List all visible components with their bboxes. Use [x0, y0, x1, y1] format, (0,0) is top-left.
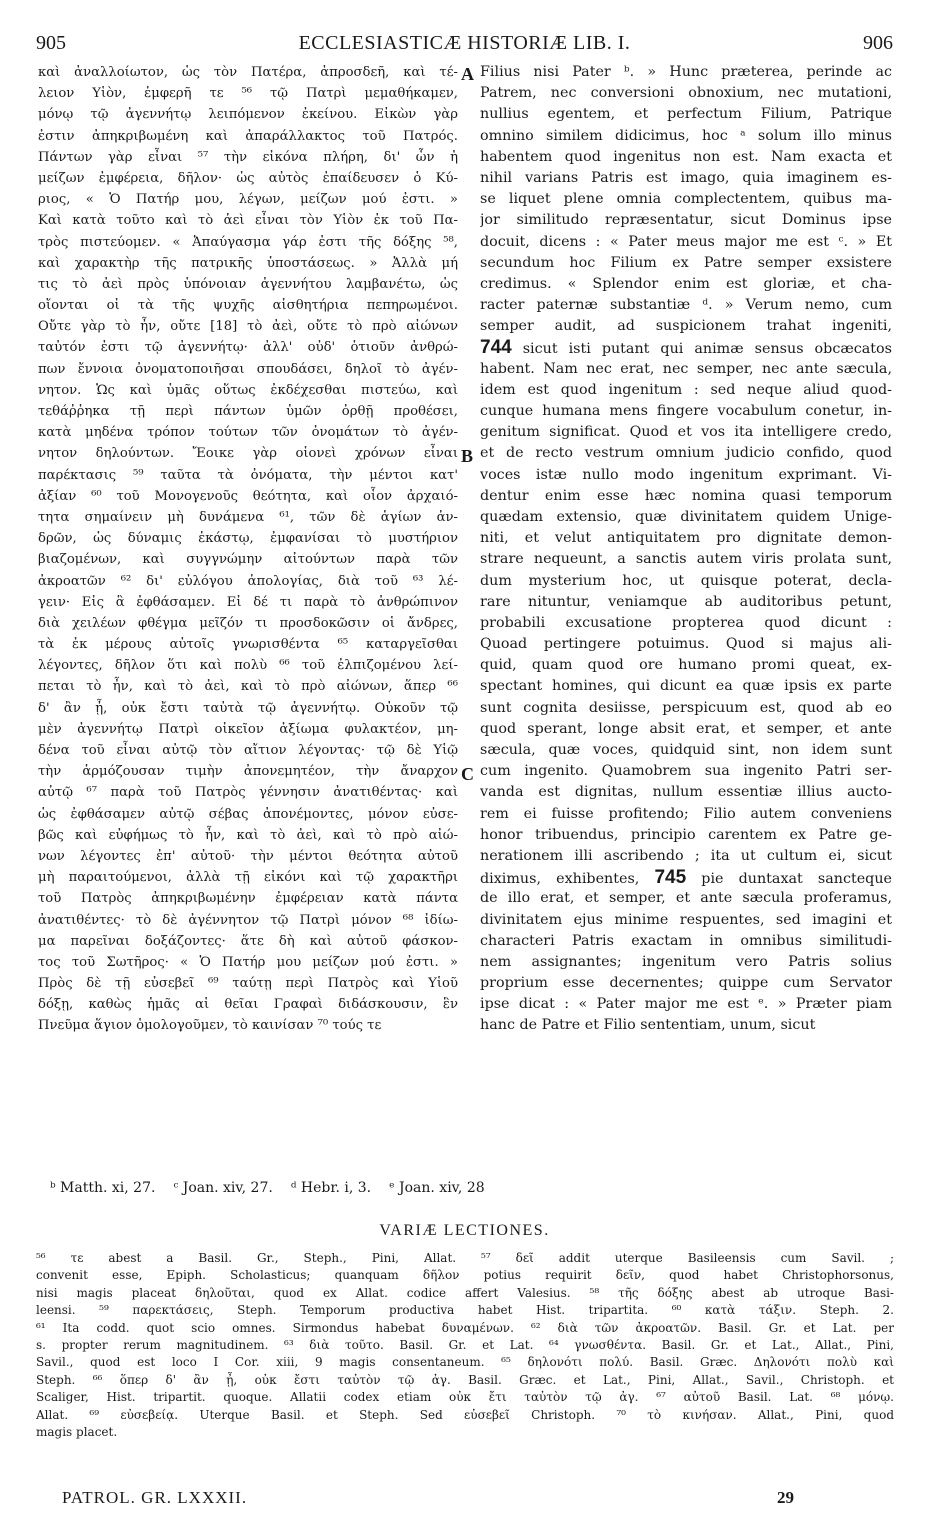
greek-text-line: μα παρεῖναι δοξάζοντες· ἅτε δὴ καὶ αὐτοῦ φάσκον- — [38, 933, 458, 949]
greek-text-line: οἴονται οἱ τὰ τῆς ψυχῆς αἰσθητήρια πεπηρωμένοι. — [38, 298, 458, 314]
variae-note-line: Savil., quod est loco I Cor. xiii, 9 magis consentaneum. ⁶⁵ δηλονότι πολύ. Basil. Græc. Δηλονότι πολὺ καὶ — [36, 1355, 894, 1370]
latin-text-line: spectant homines, qui dicunt ea quæ ipsis ex parte — [480, 678, 892, 695]
greek-text-line: πων ἔννοια ὀνοματοποιῆσαι σπουδάσει, δηλοῖ τὸ ἀγέν- — [38, 361, 458, 377]
latin-text-line: habentem quod ingenitus non est. Nam exacta et — [480, 148, 892, 165]
variae-note-line: leensi. ⁵⁹ παρεκτάσεις, Steph. Temporum productiva habet Hist. tripartita. ⁶⁰ κατὰ τάξιν. Steph. 2. — [36, 1303, 894, 1318]
latin-text-line: honor tribuendus, principio carentem ex Patre ge- — [480, 826, 892, 843]
latin-text-line: voces istæ nullo modo ingenitum exprimant. Vi- — [480, 466, 892, 483]
greek-text-line: τητα σημαίνειν μὴ δυνάμενα ⁶¹, τῶν δὲ ἁγίων ἀν- — [38, 509, 458, 525]
latin-text-line: cunque humana mens fingere vocabulum conetur, in- — [480, 403, 892, 419]
greek-text-line: ἀκροατῶν ⁶² δι' εὐλόγου ἀπολογίας, διὰ τοῦ ⁶³ λέ- — [38, 573, 458, 589]
margin-marker-a: A — [461, 64, 474, 84]
greek-text-line: βῶς καὶ εὐφήμως τὸ ἦν, καὶ τὸ ἀεὶ, καὶ τὸ πρὸ αἰώ- — [38, 827, 458, 843]
running-header — [36, 32, 893, 60]
greek-text-line: τὰ ἐκ μέρους αὐτοῖς γνωρισθέντα ⁶⁵ καταργεῖσθαι — [38, 637, 458, 653]
page-number-right: 906 — [863, 32, 893, 54]
variae-note-line: Steph. ⁶⁶ ὅπερ δ' ἂν ᾖ, οὐκ ἔστι ταὐτὸν τῷ ἀγ. Basil. Græc. et Lat., Pini, Allat., Savil., Christoph. et — [36, 1372, 894, 1387]
greek-text-line: αὐτῷ ⁶⁷ παρὰ τοῦ Πατρὸς γέννησιν ἀνατιθέντας· καὶ — [38, 785, 458, 801]
variae-note-line: magis placet. — [36, 1424, 118, 1439]
latin-text-line: se liquet plene omnia complectentem, quibus ma- — [480, 191, 892, 208]
greek-text-line: νητον δηλούντων. Ἔοικε γὰρ οἱονεὶ χρόνων εἶναι — [38, 446, 458, 462]
latin-text-column — [480, 62, 892, 1037]
latin-text-line: de illo erat, et semper, et ante sæcula proferamus, — [480, 890, 892, 907]
greek-text-line: κατὰ μηδένα τρόπον τούτων τῶν ὀνομάτων τὸ ἀγέν- — [38, 425, 458, 441]
latin-text-line: habent. Nam nec erat, nec semper, nec ante sæcula, — [480, 360, 892, 377]
variae-lectiones-notes — [36, 1250, 894, 1441]
latin-text-line: hanc de Patre et Filio sententiam, unum, sicut — [480, 1017, 816, 1034]
scripture-reference: ᵉ Joan. xiv, 28 — [389, 1180, 485, 1196]
greek-text-line: νων λέγοντες ἐπ' αὐτοῦ· τὴν μέντοι θεότητα αὐτοῦ — [38, 848, 458, 864]
latin-text-line: rem ei fuisse profitendo; Filio autem conveniens — [480, 805, 892, 822]
greek-text-line: τεθάῤῥηκα τῇ περὶ πάντων ὑμῶν ὀρθῇ προθέσει, — [38, 404, 458, 419]
greek-text-line: πεται τὸ ἦν, καὶ τὸ ἀεὶ, καὶ τὸ πρὸ αἰώνων, ἅπερ ⁶⁶ — [38, 679, 458, 695]
latin-text-line: Patrem, nec conversioni obnoxium, nec mutationi, — [480, 85, 892, 102]
latin-text-line: nem assignantes; ingenitum vero Patris solius — [480, 953, 892, 970]
latin-text-line: Quoad pertingere potuimus. Quod si majus ali- — [480, 636, 892, 653]
scripture-reference: ᶜ Joan. xiv, 27. — [173, 1180, 273, 1196]
greek-text-line: Πνεῦμα ἅγιον ὁμολογοῦμεν, τὸ καινίσαν ⁷⁰ τούς τε — [38, 1018, 382, 1034]
latin-text-line: nullius egentem, et perfectum Filium, Patrique — [480, 106, 892, 123]
greek-text-line: τοῦ Πατρὸς ἀπηκριβωμένην ἐμφέρειαν κατὰ πάντα — [38, 891, 458, 907]
greek-text-line: ριος, « Ὁ Πατήρ μου, λέγων, μείζων μού ἐστι. » — [38, 192, 458, 208]
greek-text-line: τὴν ἁρμόζουσαν τιμὴν ἀπονεμητέον, τὴν ἄναρχον — [38, 764, 458, 780]
latin-text-line: nihil varians Patris est imago, quia imaginem es- — [480, 169, 892, 186]
greek-text-line: δένα τοῦ εἶναι αὐτῷ τὸν αἴτιον λέγοντας· τῷ δὲ Υἱῷ — [38, 743, 458, 758]
greek-text-line: Πρὸς δὲ τῇ εὐσεβεῖ ⁶⁹ ταύτῃ περὶ Πατρὸς καὶ Υἱοῦ — [38, 976, 458, 992]
greek-text-line: ἐστιν ἀπηκριβωμένη καὶ ἀπαράλλακτος τοῦ Πατρός. — [38, 128, 458, 144]
greek-text-line: δόξῃ, καθὼς ἡμᾶς αἱ θεῖαι Γραφαὶ διδάσκουσιν, ἓν — [38, 997, 458, 1013]
latin-text-line: docuit, dicens : « Pater meus major me est ᶜ. » Et — [480, 233, 892, 250]
greek-text-line: Καὶ κατὰ τοῦτο καὶ τὸ ἀεὶ εἶναι τὸν Υἱὸν ἐκ τοῦ Πα- — [38, 213, 458, 229]
latin-text-line: quædam extensio, quæ divinitatem quidem Unige- — [480, 508, 892, 525]
greek-text-line: ἀνατιθέντες· τὸ δὲ ἀγέννητον τῷ Πατρὶ μόνον ⁶⁸ ἰδίω- — [38, 912, 458, 928]
latin-text-line: niti, et velut antiquitatem pro dignitate demon- — [480, 530, 892, 547]
greek-text-line: ἀξίαν ⁶⁰ τοῦ Μονογενοῦς θεότητα, καὶ οἷον ἀρχαιό- — [38, 488, 458, 504]
latin-text-line: cum ingenito. Quamobrem sua ingenito Patri ser- — [480, 763, 892, 780]
latin-text-line: jor similitudo repræsentatur, sicut Dominus ipse — [480, 212, 892, 229]
greek-text-line: δ' ἂν ᾖ, οὐκ ἔστι ταὐτὰ τῷ ἀγεννήτῳ. Οὐκοῦν τῷ — [38, 700, 458, 716]
greek-text-line: καὶ χαρακτὴρ τῆς πατρικῆς ὑποστάσεως. » Ἀλλὰ μή — [38, 255, 458, 271]
greek-text-line: διὰ χειλέων φθέγμα μεῖζόν τι προσδοκῶσιν οἱ ἄνδρες, — [38, 615, 458, 631]
latin-text-line: dum mysterium hoc, ut quisque poterat, decla- — [480, 572, 892, 589]
latin-text-line: divinitatem ejus minime respuentes, sed imagini et — [480, 911, 892, 928]
greek-text-line: νητον. Ὡς καὶ ὑμᾶς οὕτως ἐκδέχεσθαι πιστεύω, καὶ — [38, 382, 458, 398]
latin-text-line: characteri Patris exactam in omnibus similitudi- — [480, 932, 892, 949]
greek-text-line: τος τοῦ Σωτῆρος· « Ὁ Πατήρ μου μείζων μού ἐστι. » — [38, 954, 458, 970]
latin-text-line: 744 sicut isti putant qui animæ sensus obcæcatos — [480, 337, 892, 359]
variae-note-line: Allat. ⁶⁹ εὐσεβείᾳ. Uterque Basil. et Steph. Sed εὐσεβεῖ Christoph. ⁷⁰ τὸ κινήσαν. Allat., Pini, quod — [36, 1407, 894, 1422]
greek-text-line: ταὐτόν ἐστι τῷ ἀγεννήτῳ· ἀλλ' οὐδ' ὁτιοῦν ἀνθρώ- — [38, 340, 458, 356]
scripture-reference: ᵈ Hebr. i, 3. — [290, 1180, 372, 1196]
variae-note-line: ⁶¹ Ita codd. quot scio omnes. Sirmondus habebat δυναμένων. ⁶² διὰ τῶν ἀκροατῶν. Basil. Gr. et Lat. per — [36, 1320, 894, 1335]
greek-text-line: λειον Υἱὸν, ἐμφερῆ τε ⁵⁶ τῷ Πατρὶ μεμαθήκαμεν, — [38, 86, 458, 102]
margin-marker-c: C — [461, 764, 474, 784]
variae-note-line: s. propter rerum magnitudinem. ⁶³ διὰ τοῦτο. Basil. Gr. et Lat. ⁶⁴ γνωσθέντα. Basil. Gr. et Lat., Allat., Pini, — [36, 1337, 894, 1352]
latin-text-line: semper audit, ad suspicionem trahat ingeniti, — [480, 318, 892, 335]
latin-text-line: vanda est dignitas, nullum essentiæ illius aucto- — [480, 784, 892, 801]
greek-text-line: Οὔτε γὰρ τὸ ἦν, οὔτε [18] τὸ ἀεὶ, οὔτε τὸ πρὸ αἰώνων — [38, 319, 458, 335]
latin-text-line: nerationem illi ascribendo ; ita ut cultum ei, sicut — [480, 847, 892, 864]
running-title: ECCLESIASTICÆ HISTORIÆ LIB. I. — [298, 32, 631, 54]
variae-note-line: nisi magis placeat δηλοῦται, quod ex Allat. codice affert Valesius. ⁵⁸ τῆς δόξης abest ab utroque Basi- — [36, 1285, 894, 1300]
latin-text-line: quod sperant, longe absit erat, et semper, et ante — [480, 720, 892, 737]
latin-text-line: omnino similem didicimus, hoc ᵃ solum illo minus — [480, 127, 892, 144]
variae-note-line: ⁵⁶ τε abest a Basil. Gr., Steph., Pini, Allat. ⁵⁷ δεῖ addit uterque Basileensis cum Savil. ; — [36, 1251, 894, 1265]
greek-text-line: δρῶν, ὡς δύναμις ἑκάστῳ, ἐμφανίσαι τὸ μυστήριον — [38, 531, 458, 547]
latin-text-line: et de recto vestrum omnium judicio confido, quod — [480, 445, 892, 462]
latin-text-line: strare nequeunt, a sanctis autem viris prolata sunt, — [480, 551, 892, 568]
footer-sheet-number: 29 — [777, 1488, 794, 1507]
latin-text-line: probabili excusatione propterea quod dicunt : — [480, 614, 892, 631]
greek-text-line: Πάντων γὰρ εἶναι ⁵⁷ τὴν εἰκόνα πλήρη, δι' ὧν ἡ — [38, 149, 458, 165]
column-number: 744 — [480, 337, 512, 359]
greek-text-line: μὴ παραιτούμενοι, ἀλλὰ τῇ εἰκόνι καὶ τῷ χαρακτῆρι — [38, 870, 458, 886]
variae-lectiones-title: VARIÆ LECTIONES. — [379, 1222, 550, 1239]
latin-text-line: sæcula, quæ voces, quidquid sint, non idem sunt — [480, 742, 892, 758]
latin-text-line: genitum significat. Quod et vos ita intelligere credo, — [480, 424, 892, 441]
page-number-left: 905 — [36, 32, 66, 54]
latin-text-line: quid, quam quod ore humano promi queat, ex- — [480, 657, 892, 674]
greek-text-line: ὡς ἐφθάσαμεν αὐτῷ σέβας ἀπονέμοντες, μόνον εὐσε- — [38, 806, 458, 822]
latin-text-line: diximus, exhibentes, 745 pie duntaxat sancteque — [480, 867, 892, 889]
scripture-references — [50, 1180, 503, 1196]
greek-text-line: μείζων ἐμφέρεια, δῆλον· ὡς αὐτὸς ἐπαίδευσεν ὁ Κύ- — [38, 170, 458, 186]
latin-text-line: proprium esse decernentes; quippe cum Servator — [480, 975, 892, 992]
latin-text-line: Filius nisi Pater ᵇ. » Hunc præterea, perinde ac — [480, 64, 892, 80]
greek-text-line: παρέκτασις ⁵⁹ ταῦτα τὰ ὀνόματα, τὴν μέντοι κατ' — [38, 467, 458, 483]
greek-text-line: βιαζομένων, καὶ συγγνώμην αἰτούντων παρὰ τῶν — [38, 552, 458, 568]
scripture-reference: ᵇ Matth. xi, 27. — [50, 1180, 156, 1196]
column-number: 745 — [654, 867, 687, 889]
greek-text-line: τις τὸ ἀεὶ πρὸς ὑπόνοιαν ἀγεννήτου λαμβανέτω, ὡς — [38, 276, 458, 292]
variae-note-line: convenit esse, Epiph. Scholasticus; quanquam δῆλον potius requirit δεῖν, quod habet Christophorsonus, — [36, 1268, 894, 1283]
latin-text-line: dentur enim esse hæc nomina quasi temporum — [480, 487, 892, 504]
latin-text-line: credimus. « Splendor enim est gloriæ, et cha- — [480, 275, 892, 292]
margin-marker-b: B — [461, 446, 474, 466]
variae-note-line: Scaliger, Hist. tripartit. quoque. Allatii codex etiam οὐκ ἔτι ταὐτὸν τῷ ἀγ. ⁶⁷ αὐτοῦ Basil. Lat. ⁶⁸ μόνῳ. — [36, 1390, 894, 1405]
latin-text-line: sunt cognita desiisse, perspicuum est, quod ab eo — [480, 699, 892, 716]
footer-signature: PATROL. GR. LXXXII. — [62, 1488, 248, 1507]
greek-text-line: μὲν ἀγεννήτῳ Πατρὶ οἰκεῖον ἀξίωμα φυλακτέον, μη- — [38, 721, 458, 737]
latin-text-line: secundum hoc Filium ex Patre semper exsistere — [480, 254, 892, 271]
latin-text-line: idem est quod ingenitum : sed neque aliud quod- — [480, 381, 892, 398]
latin-text-line: rare nituntur, veniamque ab auditoribus petunt, — [480, 593, 892, 610]
greek-text-line: λέγοντες, δῆλον ὅτι καὶ πολὺ ⁶⁶ τοῦ ἐλπιζομένου λεί- — [38, 658, 458, 674]
latin-text-line: racter paternæ substantiæ ᵈ. » Verum nemo, cum — [480, 297, 892, 314]
greek-text-line: μόνῳ τῷ ἀγεννήτῳ λειπόμενον ἐκείνου. Εἰκὼν γὰρ — [38, 107, 458, 123]
greek-text-line: τρὸς πιστεύομεν. « Ἀπαύγασμα γάρ ἐστι τῆς δόξης ⁵⁸, — [38, 234, 458, 250]
greek-text-line: γειν· Εἰς ἃ ἐφθάσαμεν. Εἰ δέ τι παρὰ τὸ ἀνθρώπινον — [38, 594, 458, 610]
latin-text-line: ipse dicat : « Pater major me est ᵉ. » Præter piam — [480, 996, 892, 1013]
greek-text-column — [38, 62, 458, 1037]
greek-text-line: καὶ ἀναλλοίωτον, ὡς τὸν Πατέρα, ἀπροσδεῆ, καὶ τέ- — [38, 65, 458, 80]
